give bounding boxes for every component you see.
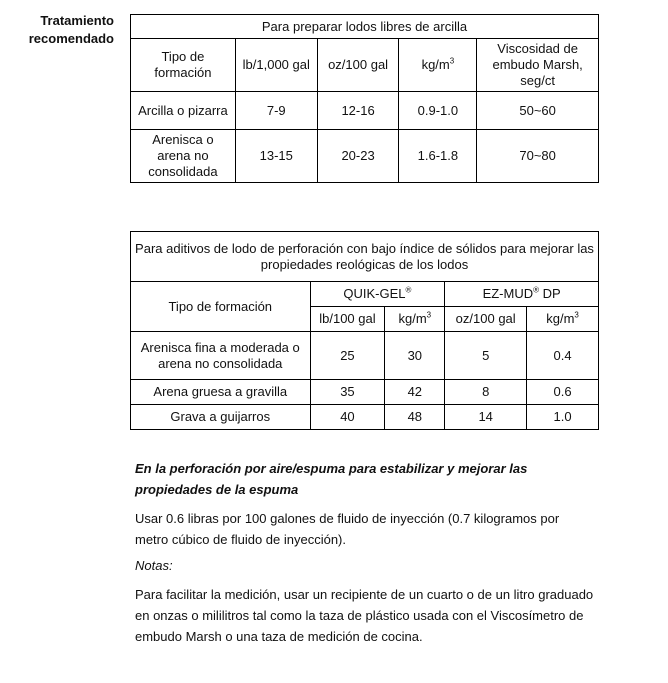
table2-row3-e-oz: 14 [445,405,527,430]
table1-row1-kg: 0.9-1.0 [399,92,477,130]
table1-row2-kg: 1.6-1.8 [399,130,477,183]
table2-row2-e-kg: 0.6 [527,380,599,405]
table-row [131,380,599,405]
table1-row1-lb: 7-9 [235,92,317,130]
section-label: Tratamiento recomendado [28,13,114,46]
table2-row1-e-kg: 0.4 [527,332,599,380]
table1-row1-oz: 12-16 [317,92,399,130]
low-solids-additive-table [130,231,599,430]
table1-row1-formation: Arcilla o pizarra [131,92,236,130]
table-row [131,92,599,130]
clay-free-mud-table [130,14,599,183]
table1-title: Para preparar lodos libres de arcilla [131,15,599,39]
table-row [131,332,599,380]
table2-row2-q-kg: 42 [385,380,445,405]
table2-row1-formation: Arenisca fina a moderada o arena no consolidada [131,332,311,380]
table2-header-quikgel [310,282,445,307]
table1-header-row [131,39,599,92]
table1-header-kg-base: kg/m [421,57,450,72]
table1-header-oz: oz/100 gal [317,39,399,92]
table2-row1-q-lb: 25 [310,332,385,380]
air-foam-text: Usar 0.6 libras por 100 galones de fluido de inyección (0.7 kilogramos por metro cúbico de fluido de inyección). [135,511,560,547]
ezmud-name: EZ-MUD [482,286,534,301]
table2-sub-kg-e [527,307,599,332]
table2-row2-q-lb: 35 [310,380,385,405]
table2-sub-kg-e-exp: 3 [574,310,579,320]
table2-row2-formation: Arena gruesa a gravilla [131,380,311,405]
table2-row1-e-oz: 5 [445,332,527,380]
table1-header-visc: Viscosidad de embudo Marsh, seg/ct [477,39,599,92]
table2-row3-formation: Grava a guijarros [131,405,311,430]
table1-header-lb: lb/1,000 gal [235,39,317,92]
table1-row2-visc: 70~80 [477,130,599,183]
table2-row3-q-kg: 48 [385,405,445,430]
table2-row2-e-oz: 8 [445,380,527,405]
quikgel-name: QUIK-GEL [343,286,406,301]
table1-row2-lb: 13-15 [235,130,317,183]
table1-row1-visc: 50~60 [477,92,599,130]
ezmud-mark: ® [533,285,540,295]
table2-sub-lb100: lb/100 gal [310,307,385,332]
table2-row3-q-lb: 40 [310,405,385,430]
table2-title: Para aditivos de lodo de perforación con bajo índice de sólidos para mejorar las propiedades reológicas de los lodos [131,232,599,282]
notes-text: Para facilitar la medición, usar un recipiente de un cuarto o de un litro graduado en onzas o mililitros tal como la taza de plástico usada con el Viscosímetro de embudo Marsh o una taza de medición de cocina. [135,587,594,644]
table2-sub-kg-q-base: kg/m [398,311,427,326]
quikgel-mark: ® [405,285,412,295]
table1-header-formation: Tipo de formación [131,39,236,92]
table1-header-kg [399,39,477,92]
table-row [131,130,599,183]
table2-sub-kg-q [385,307,445,332]
air-foam-heading: En la perforación por aire/espuma para estabilizar y mejorar las propiedades de la espuma [135,461,528,497]
table1-header-kg-exp: 3 [449,56,455,66]
table2-row1-q-kg: 30 [385,332,445,380]
table2-sub-kg-q-exp: 3 [426,310,432,320]
ezmud-suffix: DP [539,286,561,301]
table2-sub-kg-e-base: kg/m [546,311,575,326]
notes-label: Notas: [135,558,173,573]
table2-header-formation: Tipo de formación [131,282,311,332]
table2-header-ezmud [445,282,599,307]
table2-sub-oz100: oz/100 gal [445,307,527,332]
table2-group-header-row [131,282,599,307]
table1-row2-formation: Arenisca o arena no consolidada [131,130,236,183]
table-row [131,405,599,430]
table2-row3-e-kg: 1.0 [527,405,599,430]
table1-row2-oz: 20-23 [317,130,399,183]
